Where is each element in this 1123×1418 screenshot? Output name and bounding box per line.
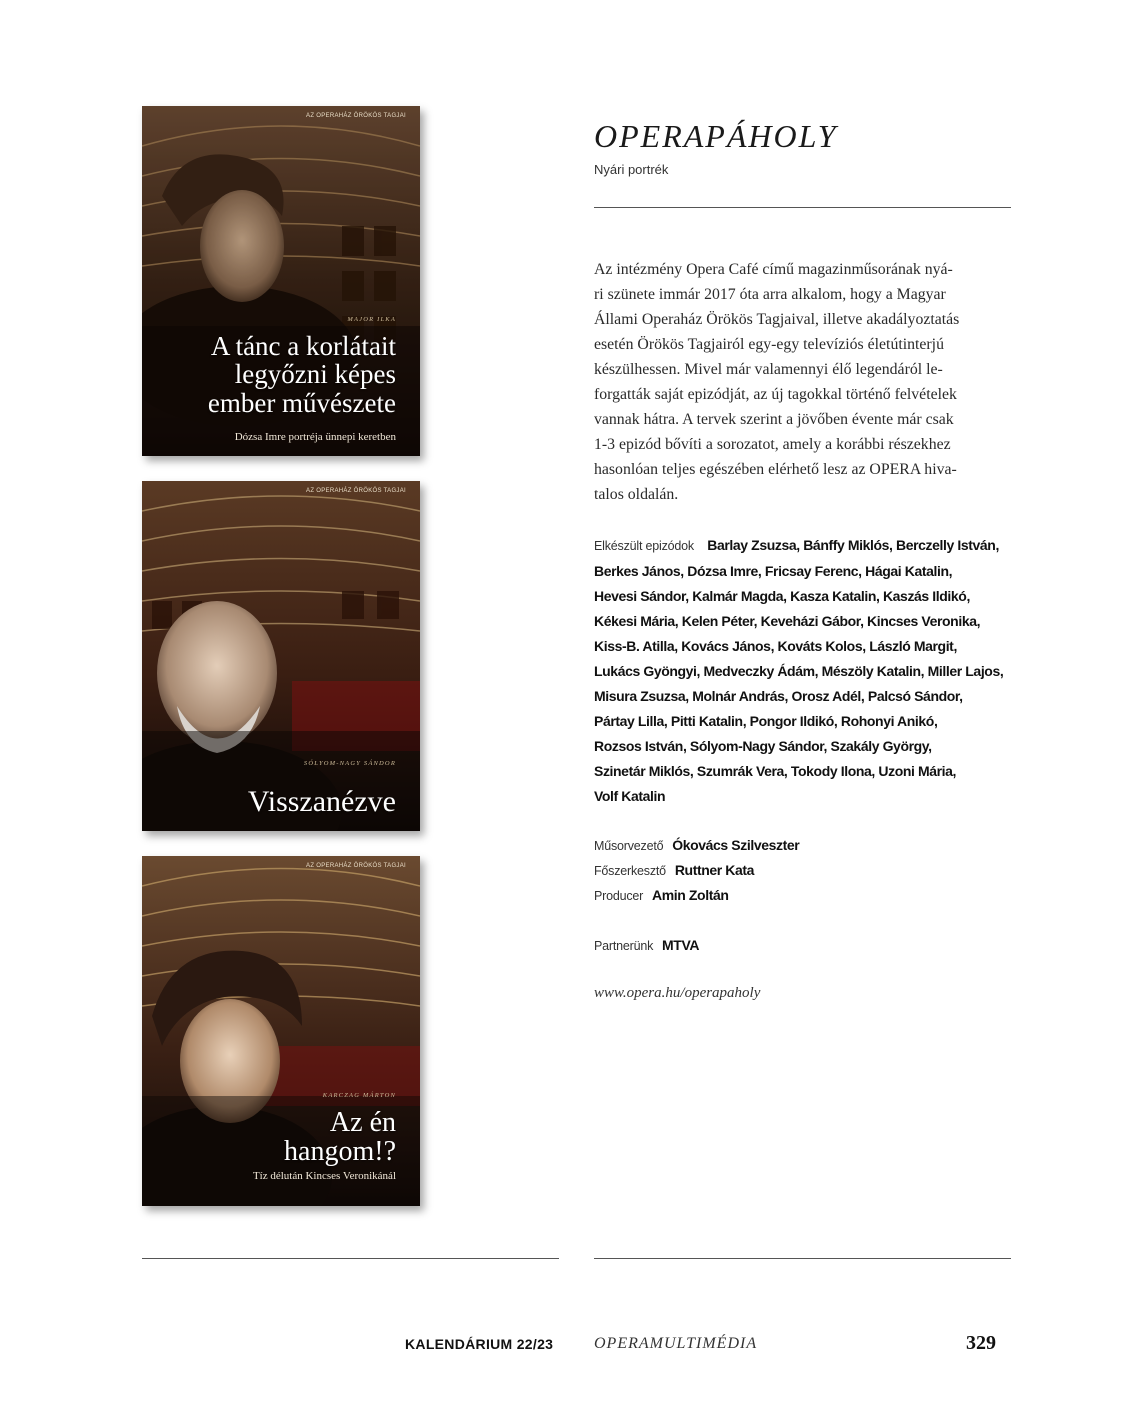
- intro-paragraph: Az intézmény Opera Café című magazinműsorának nyá- ri szünete immár 2017 óta arra alkalom, hogy a Magyar Állami Operaház Örökös Tagjaival, illetve akadályoztatás esetén Örökös Tagjairól egy-egy televíziós életútinterjú készülhessen. Mivel már valamennyi élő legendáról le- forgatták saját epizódját, az új tagokkal történő felvételek vannak hátra. A tervek szerint a jövőben évente már csak 1-3 epizód bővíti a sorozatot, amely a korábbi részekhez hasonlóan teljes egészében elérhető lesz az OPERA hiva- talos oldalán.: [594, 261, 960, 503]
- footer-publication: KALENDÁRIUM 22/23: [405, 1336, 554, 1352]
- cover-title: Az én hangom!?: [284, 1107, 396, 1168]
- episode-names: Lukács Gyöngyi, Medveczky Ádám, Mészöly Katalin, Miller Lajos,: [594, 663, 1004, 679]
- cover-logo: AZ OPERAHÁZ ÖRÖKÖS TAGJAI: [306, 863, 406, 869]
- cover-solyom-nagy-sandor: [142, 481, 420, 831]
- credit-host: Műsorvezető Ókovács Szilveszter: [594, 837, 800, 853]
- episode-names: Barlay Zsuzsa, Bánffy Miklós, Berczelly István,: [707, 537, 999, 553]
- episodes-list: [594, 533, 1024, 809]
- footer-divider-left: [142, 1258, 559, 1259]
- cover-kincses-veronika: [142, 856, 420, 1206]
- website-link[interactable]: www.opera.hu/operapaholy: [594, 985, 761, 1001]
- credit-partner: Partnerünk MTVA: [594, 937, 700, 953]
- cover-photo-opera-hall-portrait: [142, 481, 420, 831]
- cover-artist-name: MAJOR ILKA: [347, 316, 396, 323]
- episode-names: Hevesi Sándor, Kalmár Magda, Kasza Katalin, Kaszás Ildikó,: [594, 588, 970, 604]
- credit-editor: Főszerkesztő Ruttner Kata: [594, 862, 755, 878]
- cover-subtitle: Tíz délután Kincses Veronikánál: [252, 1170, 396, 1182]
- episode-names: Misura Zsuzsa, Molnár András, Orosz Adél, Palcsó Sándor,: [594, 688, 963, 704]
- episode-names: Berkes János, Dózsa Imre, Fricsay Ferenc, Hágai Katalin,: [594, 563, 953, 579]
- cover-title: Visszanézve: [247, 785, 396, 818]
- episodes-label: Elkészült epizódok: [594, 539, 694, 553]
- episode-names: Kékesi Mária, Kelen Péter, Keveházi Gábor, Kincses Veronika,: [594, 613, 981, 629]
- cover-title: A tánc a korlátait legyőzni képes ember művészete: [207, 331, 396, 418]
- footer-divider-right: [594, 1258, 1011, 1259]
- cover-dozsa-imre: [142, 106, 420, 456]
- page-number: 329: [966, 1332, 996, 1354]
- header-divider: [594, 207, 1011, 208]
- episode-names: Szinetár Miklós, Szumrák Vera, Tokody Ilona, Uzoni Mária,: [594, 763, 957, 779]
- page-title: OPERAPÁHOLY: [594, 118, 838, 154]
- page-subtitle: Nyári portrék: [594, 162, 669, 177]
- cover-logo: AZ OPERAHÁZ ÖRÖKÖS TAGJAI: [306, 113, 406, 119]
- episode-names: Volf Katalin: [594, 788, 666, 804]
- credit-producer: Producer Amin Zoltán: [594, 887, 729, 903]
- episode-names: Kiss-B. Atilla, Kovács János, Kováts Kolos, László Margit,: [594, 638, 957, 654]
- footer-section: OPERAMULTIMÉDIA: [594, 1335, 758, 1352]
- cover-artist-name: SÓLYOM-NAGY SÁNDOR: [303, 760, 396, 767]
- cover-logo: AZ OPERAHÁZ ÖRÖKÖS TAGJAI: [306, 488, 406, 494]
- episode-names: Rozsos István, Sólyom-Nagy Sándor, Szakály György,: [594, 738, 932, 754]
- episode-names: Pártay Lilla, Pitti Katalin, Pongor Ildikó, Rohonyi Anikó,: [594, 713, 938, 729]
- cover-subtitle: Dózsa Imre portréja ünnepi keretben: [234, 431, 396, 443]
- cover-artist-name: KARCZAG MÁRTON: [322, 1092, 396, 1099]
